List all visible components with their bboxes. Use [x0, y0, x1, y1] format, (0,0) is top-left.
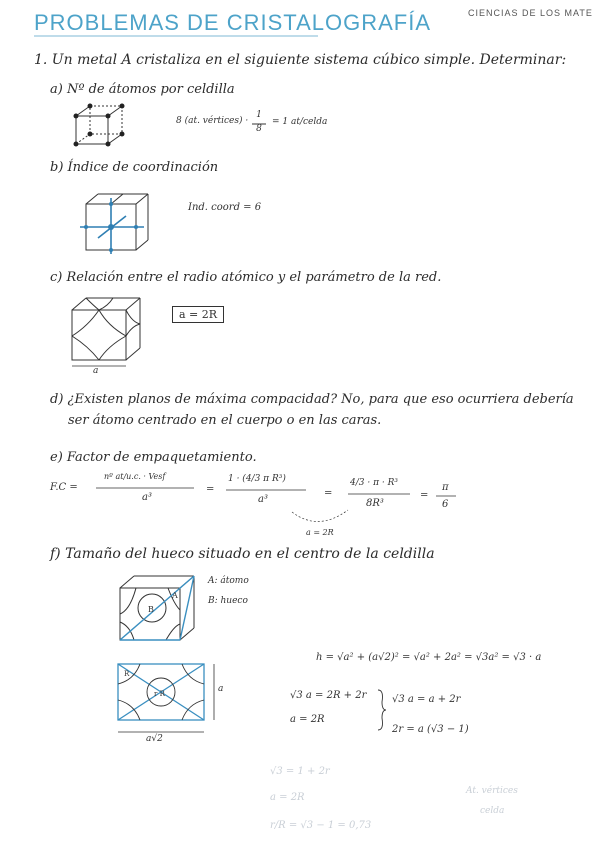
course-header: CIENCIAS DE LOS MATE	[468, 8, 593, 18]
legend-void: B: hueco	[208, 596, 248, 606]
atoms-per-cell-result: = 1 at/celda	[272, 117, 328, 127]
lattice-parameter-label: a	[93, 366, 99, 376]
interstitial-cube-diagram	[116, 574, 202, 644]
fraction-denominator: 8	[256, 124, 262, 134]
section-width-label: a√2	[146, 734, 163, 744]
svg-text:r R: r R	[154, 690, 165, 698]
fc-numerator-4: π	[442, 482, 449, 493]
fc-numerator-2: 1 · (4/3 π R³)	[228, 474, 286, 484]
fc-numerator-3: 4/3 · π · R³	[350, 478, 398, 488]
faint-note-3: r/R = √3 − 1 = 0,73	[270, 820, 372, 831]
fc-equals-1: =	[206, 484, 215, 495]
fc-substitution-note: a = 2R	[306, 528, 334, 537]
svg-text:R: R	[124, 670, 130, 678]
svg-text:B: B	[148, 605, 154, 614]
fc-denominator-1: a³	[142, 492, 152, 503]
atoms-per-vertex-note: 8 (at. vértices) ·	[176, 116, 249, 126]
fc-denominator-3: 8R³	[366, 498, 384, 509]
diagonal-height-equation: h = √a² + (a√2)² = √a² + 2a² = √3a² = √3 · a	[316, 652, 542, 663]
svg-text:A: A	[172, 591, 178, 600]
fc-numerator-1: nº at/u.c. · Vesf	[104, 472, 166, 481]
diagonal-section-diagram	[114, 660, 224, 740]
faint-note-2: a = 2R	[270, 792, 305, 803]
question-a-label: a) Nº de átomos por celdilla	[50, 82, 235, 97]
question-e-label: e) Factor de empaquetamiento.	[50, 450, 257, 465]
faint-note-1: √3 = 1 + 2r	[270, 766, 330, 777]
fc-denominator-4: 6	[442, 499, 449, 510]
question-c-label: c) Relación entre el radio atómico y el parámetro de la red.	[50, 270, 442, 285]
section-height-label: a	[218, 684, 224, 694]
diagonal-radius-equation: √3 a = 2R + 2r	[290, 690, 367, 701]
packing-factor-label: F.C =	[50, 482, 78, 493]
result-equation-1: √3 a = a + 2r	[392, 694, 461, 705]
fc-equals-2: =	[324, 488, 333, 499]
question-b-label: b) Índice de coordinación	[50, 160, 219, 175]
coordination-index-answer: Ind. coord = 6	[188, 202, 262, 213]
question-f-label: f) Tamaño del hueco situado en el centro de la celdilla	[50, 546, 435, 562]
question-d-line1: d) ¿Existen planos de máxima compacidad? No, para que eso ocurriera debería	[50, 392, 574, 407]
lattice-radius-equation: a = 2R	[290, 714, 325, 725]
result-equation-2: 2r = a (√3 − 1)	[392, 724, 469, 735]
legend-atom: A: átomo	[208, 576, 249, 586]
fc-denominator-2: a³	[258, 494, 268, 505]
radius-relation-answer: a = 2R	[172, 306, 224, 323]
problem-statement: 1. Un metal A cristaliza en el siguiente sistema cúbico simple. Determinar:	[34, 52, 567, 68]
faint-note-5: celda	[480, 806, 505, 816]
system-brace	[376, 688, 388, 732]
faint-note-4: At. vértices	[466, 786, 518, 796]
fc-equals-3: =	[420, 490, 429, 501]
fraction-numerator: 1	[256, 110, 262, 120]
page-title: PROBLEMAS DE CRISTALOGRAFÍA	[34, 10, 432, 35]
question-d-line2: ser átomo centrado en el cuerpo o en las caras.	[68, 413, 382, 428]
